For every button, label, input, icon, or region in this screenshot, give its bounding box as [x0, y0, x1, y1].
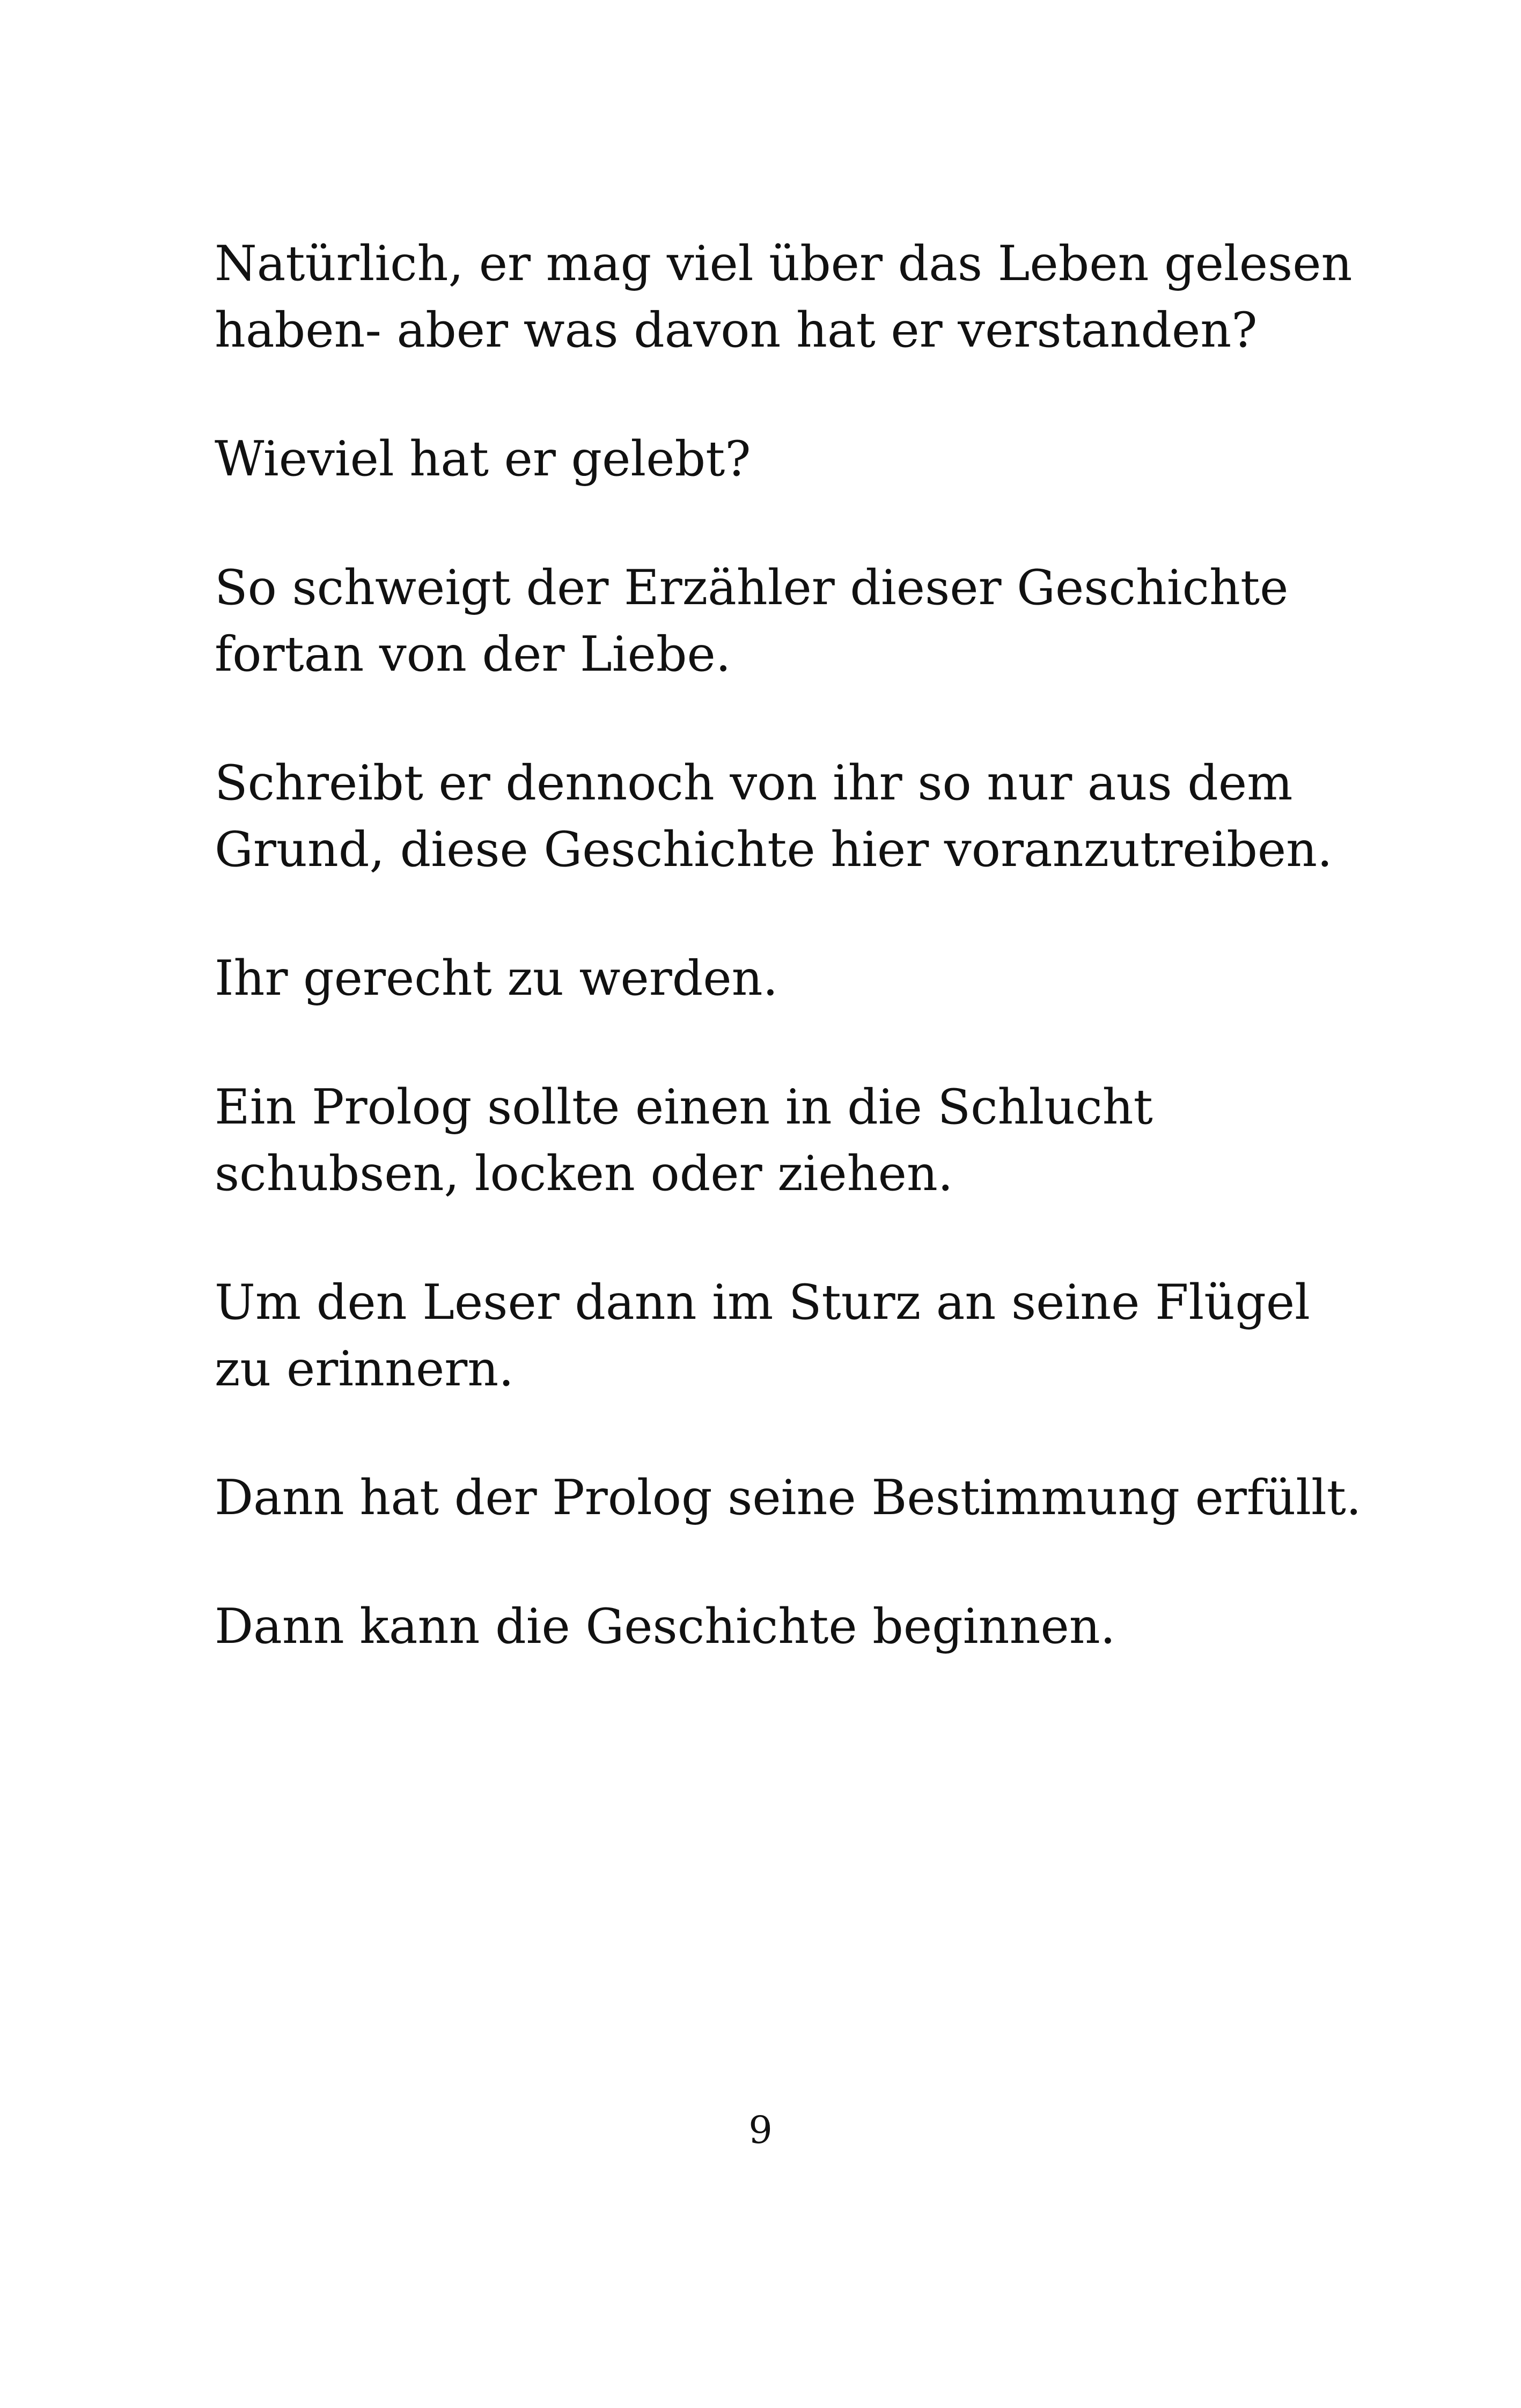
paragraph-1: Natürlich, er mag viel über das Leben gelesen haben- aber was davon hat er verstanden?: [215, 236, 1353, 358]
body-text: [215, 231, 1368, 1722]
paragraph-9: Dann kann die Geschichte beginnen.: [215, 1598, 1116, 1655]
paragraph-6: Ein Prolog sollte einen in die Schlucht schubsen, locken oder ziehen.: [215, 1079, 1153, 1202]
paragraph-4: Schreibt er dennoch von ihr so nur aus dem Grund, diese Geschichte hier voranzutreiben.: [215, 755, 1333, 878]
paragraph-3: So schweigt der Erzähler dieser Geschichte fortan von der Liebe.: [215, 560, 1289, 682]
paragraph-2: Wieviel hat er gelebt?: [215, 431, 751, 487]
paragraph-7: Um den Leser dann im Sturz an seine Flügel zu erinnern.: [215, 1274, 1310, 1397]
page-number: 9: [748, 2108, 773, 2152]
paragraph-8: Dann hat der Prolog seine Bestimmung erfüllt.: [215, 1470, 1362, 1526]
paragraph-5: Ihr gerecht zu werden.: [215, 950, 778, 1007]
